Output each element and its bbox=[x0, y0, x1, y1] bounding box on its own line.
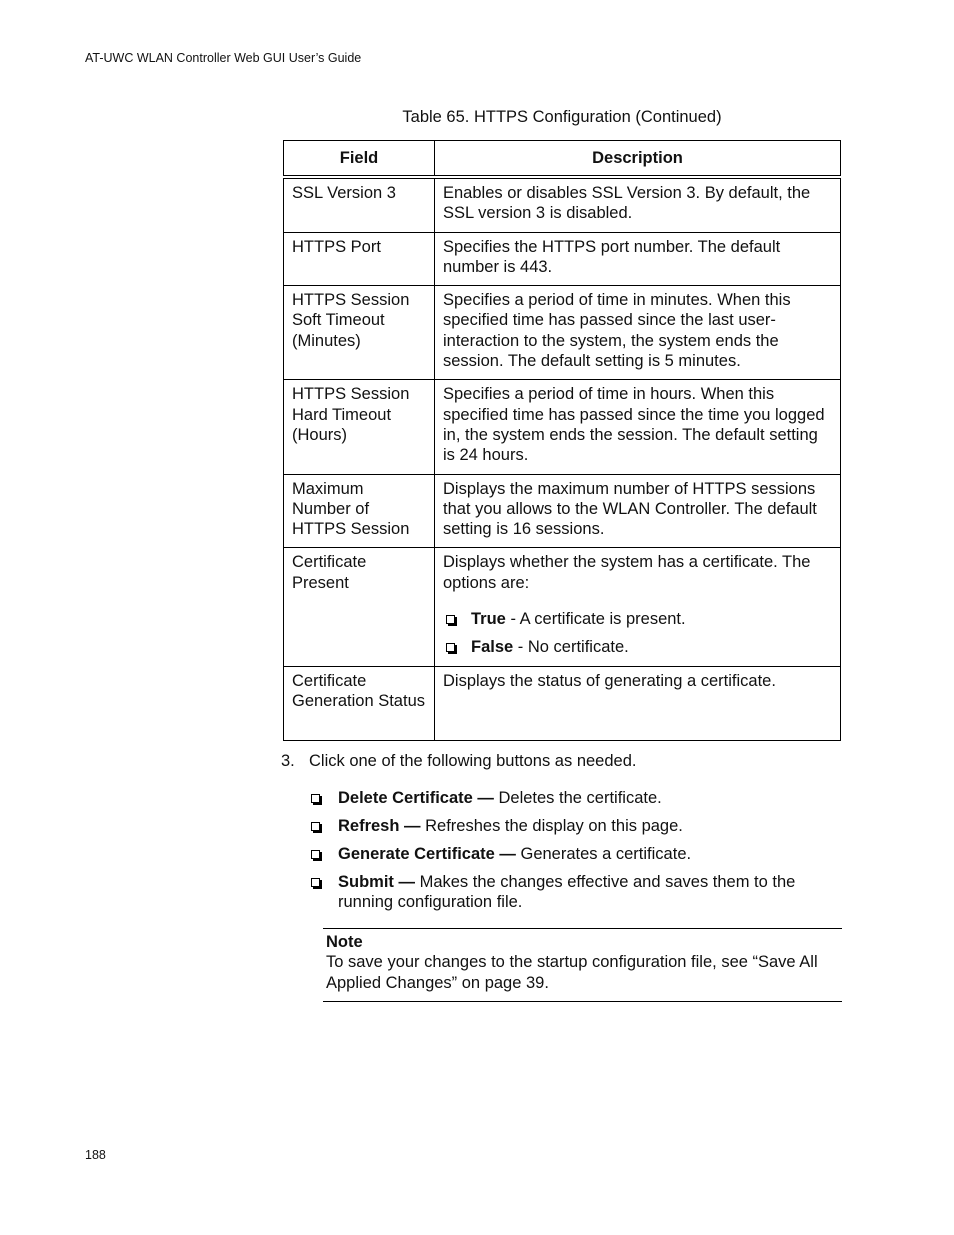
field-cell: HTTPS Port bbox=[284, 232, 435, 286]
button-term: Delete Certificate — bbox=[338, 789, 494, 807]
checkbox-bullet-icon bbox=[311, 822, 320, 831]
table-row bbox=[284, 666, 841, 740]
description-cell bbox=[435, 548, 841, 666]
running-header: AT-UWC WLAN Controller Web GUI User’s Guide bbox=[85, 51, 362, 65]
table-row bbox=[284, 286, 841, 380]
checkbox-bullet-icon bbox=[446, 643, 455, 652]
button-descriptions-list bbox=[338, 788, 828, 920]
table-row bbox=[284, 380, 841, 474]
table-caption: Table 65. HTTPS Configuration (Continued) bbox=[402, 108, 722, 126]
field-cell: Certificate Present bbox=[284, 548, 435, 666]
description-cell: Specifies the HTTPS port number. The default number is 443. bbox=[435, 232, 841, 286]
list-item bbox=[338, 788, 828, 808]
button-term: Submit — bbox=[338, 872, 415, 891]
button-term: Generate Certificate — bbox=[338, 844, 516, 863]
checkbox-bullet-icon bbox=[311, 850, 320, 859]
page-number: 188 bbox=[85, 1148, 106, 1162]
button-text: Refreshes the display on this page. bbox=[420, 816, 683, 835]
table-row bbox=[284, 177, 841, 232]
list-item bbox=[338, 844, 828, 864]
list-item bbox=[338, 872, 828, 913]
field-cell: HTTPS Session Soft Timeout (Minutes) bbox=[284, 286, 435, 380]
description-cell: Enables or disables SSL Version 3. By default, the SSL version 3 is disabled. bbox=[435, 177, 841, 232]
step-text: Click one of the following buttons as needed. bbox=[309, 752, 637, 770]
button-text: Generates a certificate. bbox=[515, 844, 692, 863]
list-item bbox=[338, 816, 828, 836]
button-text: Makes the changes effective and saves them to the running configuration file. bbox=[338, 872, 796, 912]
checkbox-bullet-icon bbox=[446, 615, 455, 624]
option-term: True bbox=[471, 610, 506, 629]
checkbox-bullet-icon bbox=[311, 878, 320, 887]
description-cell: Displays the status of generating a certificate. bbox=[435, 666, 841, 740]
note-title: Note bbox=[326, 933, 363, 951]
column-header-description: Description bbox=[435, 141, 841, 178]
field-cell: SSL Version 3 bbox=[284, 177, 435, 232]
options-list bbox=[443, 609, 832, 658]
description-cell: Specifies a period of time in minutes. When this specified time has passed since the last user-interaction to the system, the system ends the session. The default setting is 5 minutes. bbox=[435, 286, 841, 380]
option-text: - No certificate. bbox=[513, 638, 629, 657]
description-text: Displays whether the system has a certificate. The options are: bbox=[443, 553, 811, 592]
table-row bbox=[284, 232, 841, 286]
option-term: False bbox=[471, 638, 514, 657]
field-cell: Certificate Generation Status bbox=[284, 666, 435, 740]
list-item bbox=[471, 637, 832, 657]
description-cell: Displays the maximum number of HTTPS sessions that you allows to the WLAN Controller. The default setting is 16 sessions. bbox=[435, 474, 841, 548]
step-number: 3. bbox=[281, 752, 295, 770]
field-cell: Maximum Number of HTTPS Session bbox=[284, 474, 435, 548]
button-term: Refresh — bbox=[338, 816, 421, 835]
https-configuration-table bbox=[283, 140, 841, 741]
table-row bbox=[284, 474, 841, 548]
step-3 bbox=[281, 751, 636, 771]
column-header-field: Field bbox=[284, 141, 435, 178]
description-cell: Specifies a period of time in hours. When this specified time has passed since the time you logged in, the system ends the session. The default setting is 24 hours. bbox=[435, 380, 841, 474]
note-box bbox=[323, 928, 842, 1002]
checkbox-bullet-icon bbox=[311, 794, 320, 803]
field-cell: HTTPS Session Hard Timeout (Hours) bbox=[284, 380, 435, 474]
button-text: Deletes the certificate. bbox=[493, 789, 662, 807]
note-text: To save your changes to the startup configuration file, see “Save All Applied Changes” on page 39. bbox=[326, 953, 818, 992]
list-item bbox=[471, 609, 832, 629]
table-row bbox=[284, 548, 841, 666]
option-text: - A certificate is present. bbox=[505, 610, 686, 629]
table-header-row bbox=[284, 141, 841, 178]
